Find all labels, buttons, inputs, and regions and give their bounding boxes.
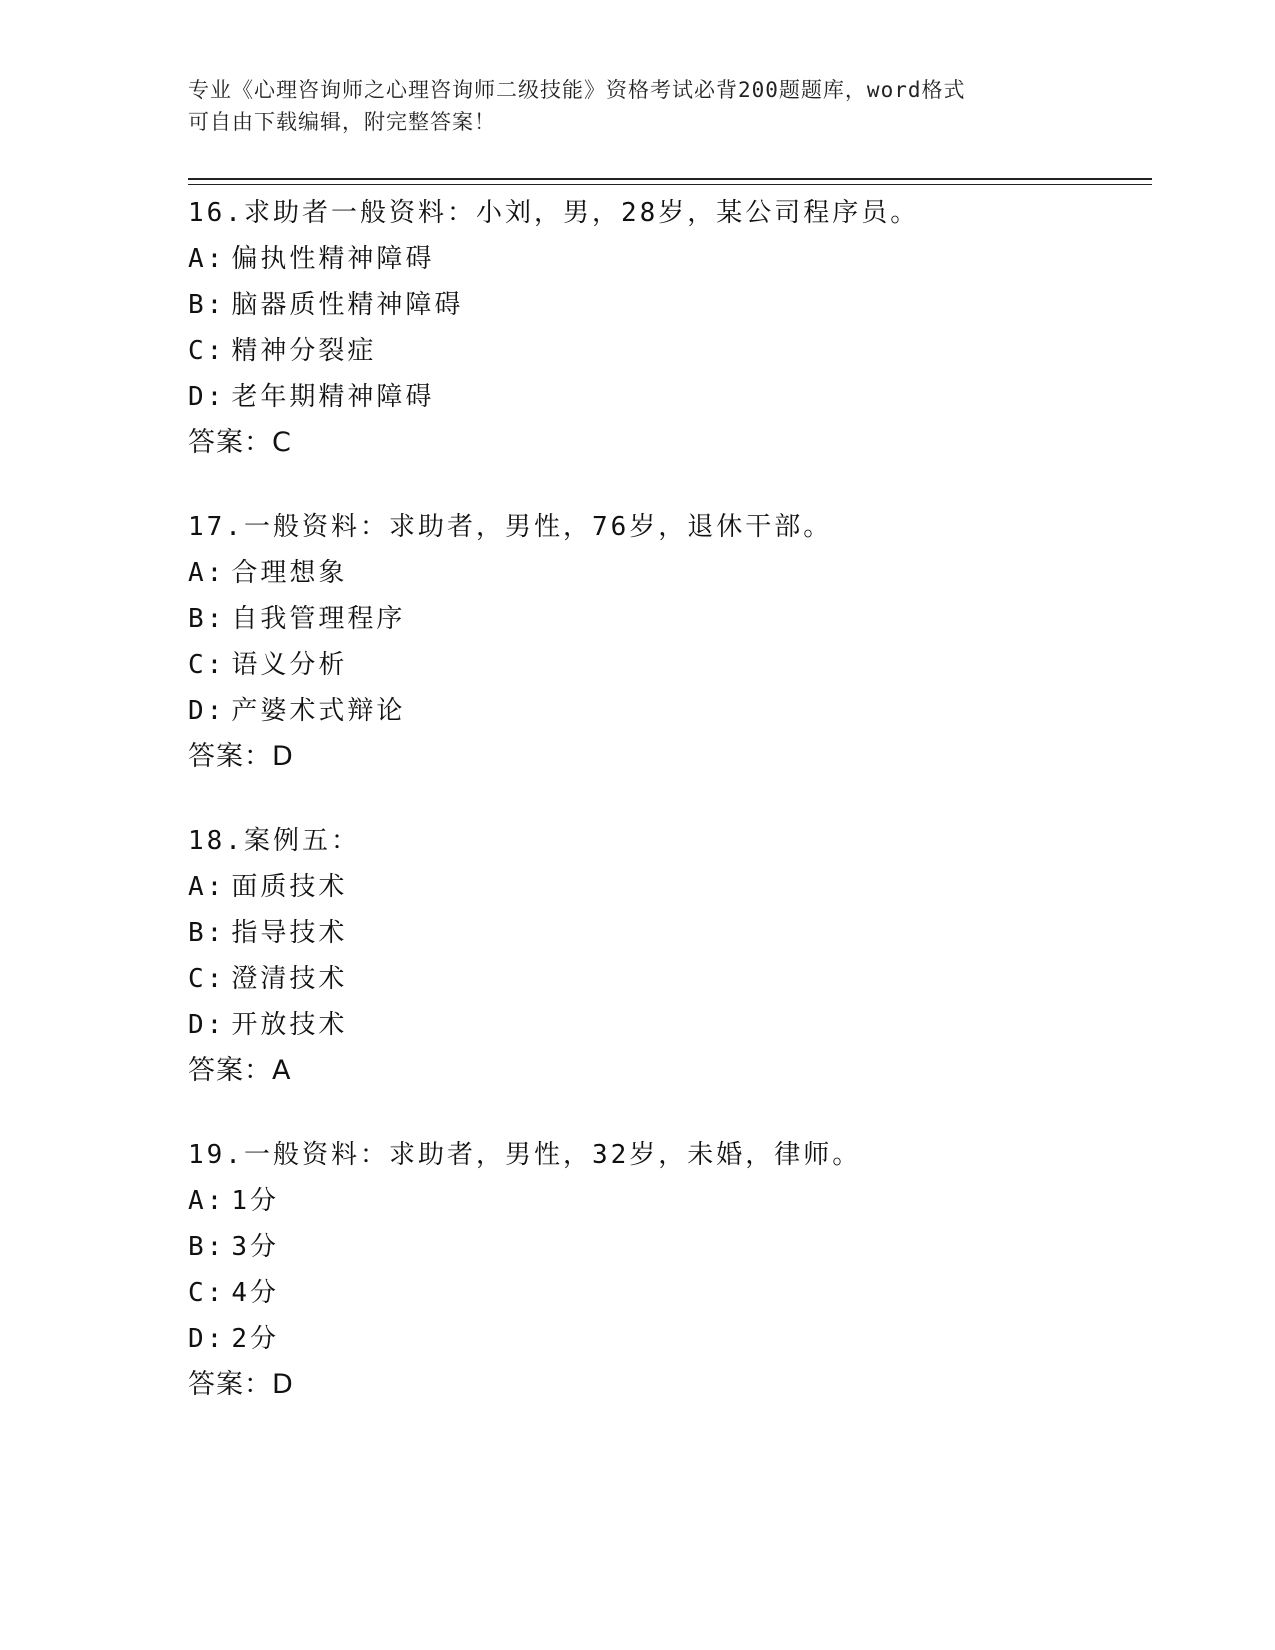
option-d: [188, 374, 1148, 420]
answer-label: 答案：: [188, 1369, 272, 1400]
option-key: D:: [188, 1010, 226, 1040]
question-list: [188, 190, 1148, 1446]
question-17: [188, 504, 1148, 780]
option-c: [188, 642, 1148, 688]
option-text: 1分: [231, 1186, 279, 1216]
option-text: 4分: [231, 1278, 279, 1308]
option-text: 语义分析: [231, 650, 348, 680]
option-key: B:: [188, 918, 226, 948]
option-key: D:: [188, 1324, 226, 1354]
answer-value: A: [272, 1055, 292, 1086]
answer-value: D: [272, 741, 294, 772]
answer-line: [188, 734, 1148, 780]
option-a: [188, 236, 1148, 282]
option-a: [188, 864, 1148, 910]
option-text: 2分: [231, 1324, 279, 1354]
option-key: C:: [188, 650, 226, 680]
option-c: [188, 1270, 1148, 1316]
option-text: 合理想象: [231, 558, 348, 588]
option-key: D:: [188, 696, 226, 726]
option-b: [188, 1224, 1148, 1270]
option-text: 自我管理程序: [231, 604, 406, 634]
option-b: [188, 910, 1148, 956]
question-stem: 19.一般资料：求助者，男性，32岁，未婚，律师。: [188, 1140, 862, 1170]
question-19: [188, 1132, 1148, 1408]
option-key: A:: [188, 558, 226, 588]
question-stem: 18.案例五：: [188, 826, 360, 856]
option-d: [188, 1002, 1148, 1048]
answer-value: C: [272, 427, 292, 458]
option-a: [188, 550, 1148, 596]
answer-line: [188, 1362, 1148, 1408]
answer-line: [188, 420, 1148, 466]
answer-label: 答案：: [188, 1055, 272, 1086]
option-text: 3分: [231, 1232, 279, 1262]
option-key: B:: [188, 290, 226, 320]
option-text: 产婆术式辩论: [231, 696, 406, 726]
header-divider-thin: [188, 184, 1152, 185]
header-line-1: 专业《心理咨询师之心理咨询师二级技能》资格考试必背200题题库，word格式: [188, 78, 966, 102]
answer-label: 答案：: [188, 427, 272, 458]
question-stem: 17.一般资料：求助者，男性，76岁，退休干部。: [188, 512, 833, 542]
option-key: D:: [188, 382, 226, 412]
option-text: 老年期精神障碍: [231, 382, 435, 412]
option-key: A:: [188, 872, 226, 902]
option-text: 面质技术: [231, 872, 348, 902]
question-18: [188, 818, 1148, 1094]
option-a: [188, 1178, 1148, 1224]
option-text: 指导技术: [231, 918, 348, 948]
answer-value: D: [272, 1369, 294, 1400]
option-text: 开放技术: [231, 1010, 348, 1040]
header-divider-thick: [188, 178, 1152, 180]
option-b: [188, 282, 1148, 328]
option-d: [188, 1316, 1148, 1362]
option-key: A:: [188, 1186, 226, 1216]
question-stem: 16.求助者一般资料：小刘，男，28岁，某公司程序员。: [188, 198, 920, 228]
option-text: 偏执性精神障碍: [231, 244, 435, 274]
option-key: C:: [188, 336, 226, 366]
option-b: [188, 596, 1148, 642]
option-key: B:: [188, 604, 226, 634]
option-key: C:: [188, 964, 226, 994]
header-line-2: 可自由下载编辑，附完整答案！: [188, 110, 496, 134]
option-key: B:: [188, 1232, 226, 1262]
document-header: [188, 74, 1088, 138]
option-key: C:: [188, 1278, 226, 1308]
option-text: 澄清技术: [231, 964, 348, 994]
option-text: 脑器质性精神障碍: [231, 290, 464, 320]
option-d: [188, 688, 1148, 734]
option-text: 精神分裂症: [231, 336, 377, 366]
answer-line: [188, 1048, 1148, 1094]
question-16: [188, 190, 1148, 466]
option-key: A:: [188, 244, 226, 274]
option-c: [188, 956, 1148, 1002]
answer-label: 答案：: [188, 741, 272, 772]
option-c: [188, 328, 1148, 374]
